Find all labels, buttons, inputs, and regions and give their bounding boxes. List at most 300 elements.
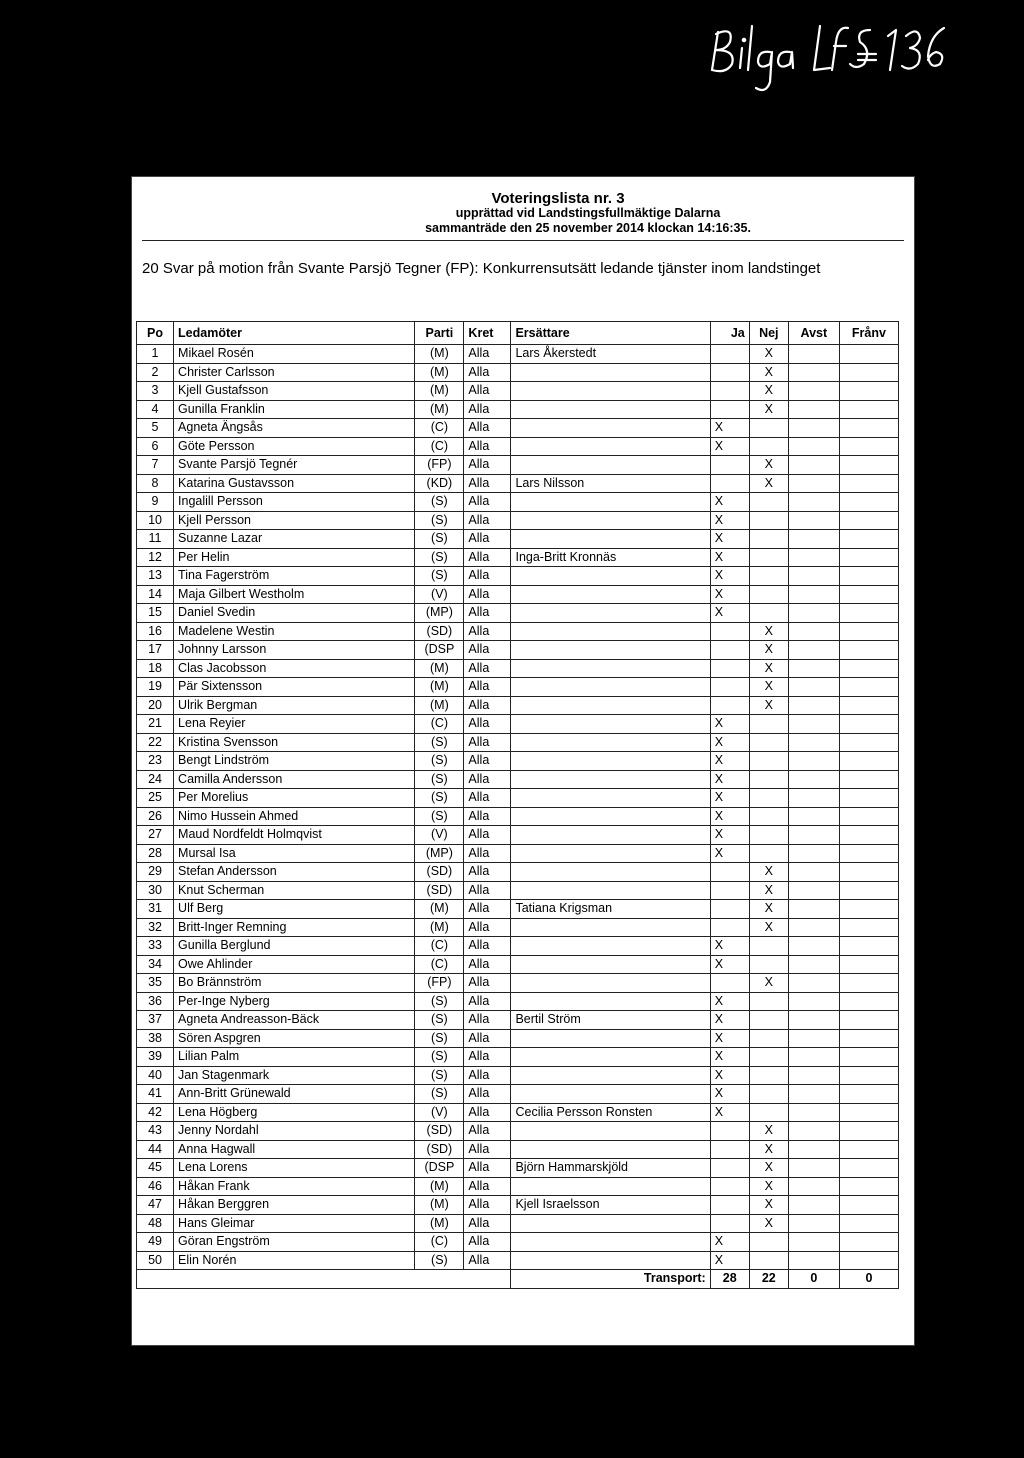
cell-parti: (M) bbox=[415, 345, 464, 364]
cell-nej bbox=[749, 493, 788, 512]
cell-parti: (S) bbox=[415, 1011, 464, 1030]
cell-kret: Alla bbox=[464, 345, 511, 364]
cell-po: 43 bbox=[137, 1122, 174, 1141]
cell-kret: Alla bbox=[464, 715, 511, 734]
cell-kret: Alla bbox=[464, 419, 511, 438]
cell-parti: (S) bbox=[415, 567, 464, 586]
cell-ersattare bbox=[511, 1048, 710, 1067]
cell-po: 17 bbox=[137, 641, 174, 660]
cell-ja bbox=[710, 974, 749, 993]
cell-ersattare: Tatiana Krigsman bbox=[511, 900, 710, 919]
table-row bbox=[137, 974, 899, 993]
cell-ja bbox=[710, 1196, 749, 1215]
cell-name: Håkan Frank bbox=[174, 1177, 415, 1196]
col-header-avst: Avst bbox=[788, 322, 839, 345]
cell-name: Göran Engström bbox=[174, 1233, 415, 1252]
cell-parti: (MP) bbox=[415, 604, 464, 623]
cell-name: Anna Hagwall bbox=[174, 1140, 415, 1159]
cell-franv bbox=[839, 1214, 898, 1233]
cell-ja: X bbox=[710, 530, 749, 549]
cell-po: 33 bbox=[137, 937, 174, 956]
cell-avst bbox=[788, 345, 839, 364]
cell-parti: (M) bbox=[415, 659, 464, 678]
table-row bbox=[137, 622, 899, 641]
cell-franv bbox=[839, 752, 898, 771]
cell-kret: Alla bbox=[464, 1159, 511, 1178]
cell-po: 21 bbox=[137, 715, 174, 734]
cell-po: 32 bbox=[137, 918, 174, 937]
cell-franv bbox=[839, 863, 898, 882]
cell-kret: Alla bbox=[464, 548, 511, 567]
cell-po: 41 bbox=[137, 1085, 174, 1104]
transport-label: Transport: bbox=[511, 1270, 710, 1289]
cell-ersattare bbox=[511, 382, 710, 401]
cell-kret: Alla bbox=[464, 881, 511, 900]
cell-ersattare bbox=[511, 844, 710, 863]
cell-name: Madelene Westin bbox=[174, 622, 415, 641]
cell-ja bbox=[710, 456, 749, 475]
cell-avst bbox=[788, 789, 839, 808]
cell-name: Maja Gilbert Westholm bbox=[174, 585, 415, 604]
cell-po: 3 bbox=[137, 382, 174, 401]
cell-ersattare bbox=[511, 567, 710, 586]
cell-po: 4 bbox=[137, 400, 174, 419]
cell-nej bbox=[749, 530, 788, 549]
table-row bbox=[137, 1048, 899, 1067]
cell-avst bbox=[788, 807, 839, 826]
document-header bbox=[132, 191, 914, 236]
table-row bbox=[137, 363, 899, 382]
cell-name: Kjell Persson bbox=[174, 511, 415, 530]
cell-parti: (M) bbox=[415, 1214, 464, 1233]
cell-nej bbox=[749, 1233, 788, 1252]
cell-parti: (M) bbox=[415, 696, 464, 715]
cell-name: Sören Aspgren bbox=[174, 1029, 415, 1048]
cell-ersattare bbox=[511, 807, 710, 826]
cell-ja bbox=[710, 1140, 749, 1159]
cell-po: 14 bbox=[137, 585, 174, 604]
table-row bbox=[137, 548, 899, 567]
cell-ersattare bbox=[511, 511, 710, 530]
cell-kret: Alla bbox=[464, 622, 511, 641]
cell-franv bbox=[839, 881, 898, 900]
table-row bbox=[137, 696, 899, 715]
cell-parti: (S) bbox=[415, 1085, 464, 1104]
table-row bbox=[137, 715, 899, 734]
cell-ersattare bbox=[511, 585, 710, 604]
cell-name: Bo Brännström bbox=[174, 974, 415, 993]
cell-kret: Alla bbox=[464, 493, 511, 512]
cell-avst bbox=[788, 641, 839, 660]
transport-franv: 0 bbox=[839, 1270, 898, 1289]
cell-franv bbox=[839, 400, 898, 419]
handwritten-annotation bbox=[700, 12, 950, 102]
cell-ersattare: Lars Åkerstedt bbox=[511, 345, 710, 364]
cell-franv bbox=[839, 548, 898, 567]
cell-franv bbox=[839, 511, 898, 530]
cell-franv bbox=[839, 770, 898, 789]
cell-avst bbox=[788, 419, 839, 438]
table-row bbox=[137, 807, 899, 826]
cell-avst bbox=[788, 1085, 839, 1104]
cell-avst bbox=[788, 1066, 839, 1085]
cell-franv bbox=[839, 789, 898, 808]
cell-ja: X bbox=[710, 789, 749, 808]
cell-name: Svante Parsjö Tegnér bbox=[174, 456, 415, 475]
cell-nej: X bbox=[749, 974, 788, 993]
cell-ersattare bbox=[511, 604, 710, 623]
cell-avst bbox=[788, 437, 839, 456]
cell-kret: Alla bbox=[464, 992, 511, 1011]
cell-name: Pär Sixtensson bbox=[174, 678, 415, 697]
cell-parti: (S) bbox=[415, 807, 464, 826]
cell-parti: (S) bbox=[415, 1066, 464, 1085]
cell-franv bbox=[839, 1196, 898, 1215]
cell-ersattare bbox=[511, 974, 710, 993]
cell-nej: X bbox=[749, 863, 788, 882]
cell-po: 30 bbox=[137, 881, 174, 900]
cell-kret: Alla bbox=[464, 1029, 511, 1048]
table-row bbox=[137, 641, 899, 660]
cell-franv bbox=[839, 1233, 898, 1252]
cell-ja: X bbox=[710, 419, 749, 438]
cell-franv bbox=[839, 807, 898, 826]
cell-franv bbox=[839, 955, 898, 974]
cell-franv bbox=[839, 437, 898, 456]
cell-po: 47 bbox=[137, 1196, 174, 1215]
cell-parti: (FP) bbox=[415, 974, 464, 993]
table-row bbox=[137, 733, 899, 752]
cell-parti: (SD) bbox=[415, 622, 464, 641]
cell-po: 44 bbox=[137, 1140, 174, 1159]
cell-franv bbox=[839, 844, 898, 863]
cell-nej bbox=[749, 937, 788, 956]
table-row bbox=[137, 567, 899, 586]
cell-name: Kristina Svensson bbox=[174, 733, 415, 752]
cell-parti: (S) bbox=[415, 530, 464, 549]
table-row bbox=[137, 918, 899, 937]
cell-avst bbox=[788, 844, 839, 863]
cell-po: 6 bbox=[137, 437, 174, 456]
cell-avst bbox=[788, 770, 839, 789]
cell-kret: Alla bbox=[464, 530, 511, 549]
cell-ersattare bbox=[511, 1214, 710, 1233]
cell-ja bbox=[710, 678, 749, 697]
cell-name: Lena Reyier bbox=[174, 715, 415, 734]
cell-ja bbox=[710, 1122, 749, 1141]
cell-avst bbox=[788, 937, 839, 956]
cell-po: 28 bbox=[137, 844, 174, 863]
cell-parti: (V) bbox=[415, 1103, 464, 1122]
table-row bbox=[137, 1214, 899, 1233]
cell-ersattare bbox=[511, 789, 710, 808]
cell-kret: Alla bbox=[464, 567, 511, 586]
cell-nej bbox=[749, 1011, 788, 1030]
cell-name: Britt-Inger Remning bbox=[174, 918, 415, 937]
cell-nej bbox=[749, 752, 788, 771]
cell-ersattare bbox=[511, 437, 710, 456]
table-row bbox=[137, 992, 899, 1011]
transport-spacer bbox=[137, 1270, 511, 1289]
cell-ja bbox=[710, 1177, 749, 1196]
cell-nej: X bbox=[749, 1214, 788, 1233]
cell-nej bbox=[749, 715, 788, 734]
cell-franv bbox=[839, 974, 898, 993]
cell-kret: Alla bbox=[464, 1085, 511, 1104]
cell-avst bbox=[788, 1177, 839, 1196]
cell-nej: X bbox=[749, 1159, 788, 1178]
cell-ja bbox=[710, 918, 749, 937]
cell-po: 49 bbox=[137, 1233, 174, 1252]
cell-po: 19 bbox=[137, 678, 174, 697]
cell-ersattare bbox=[511, 1122, 710, 1141]
col-header-franv: Frånv bbox=[839, 322, 898, 345]
cell-po: 10 bbox=[137, 511, 174, 530]
cell-parti: (S) bbox=[415, 733, 464, 752]
cell-ja: X bbox=[710, 770, 749, 789]
cell-po: 22 bbox=[137, 733, 174, 752]
cell-parti: (S) bbox=[415, 1048, 464, 1067]
page-number: Sida 1 av 2 bbox=[903, 1430, 976, 1446]
table-row bbox=[137, 345, 899, 364]
cell-franv bbox=[839, 1140, 898, 1159]
cell-kret: Alla bbox=[464, 1011, 511, 1030]
cell-avst bbox=[788, 1029, 839, 1048]
cell-parti: (MP) bbox=[415, 844, 464, 863]
cell-parti: (S) bbox=[415, 511, 464, 530]
cell-avst bbox=[788, 1251, 839, 1270]
cell-po: 45 bbox=[137, 1159, 174, 1178]
cell-ersattare bbox=[511, 826, 710, 845]
cell-parti: (M) bbox=[415, 363, 464, 382]
cell-ersattare bbox=[511, 1140, 710, 1159]
cell-ja bbox=[710, 345, 749, 364]
cell-nej bbox=[749, 419, 788, 438]
cell-po: 7 bbox=[137, 456, 174, 475]
table-row bbox=[137, 493, 899, 512]
col-header-kret: Kret bbox=[464, 322, 511, 345]
cell-nej: X bbox=[749, 881, 788, 900]
cell-ersattare bbox=[511, 937, 710, 956]
cell-po: 8 bbox=[137, 474, 174, 493]
table-row bbox=[137, 1085, 899, 1104]
cell-ja: X bbox=[710, 955, 749, 974]
table-row bbox=[137, 456, 899, 475]
cell-parti: (S) bbox=[415, 1029, 464, 1048]
cell-parti: (M) bbox=[415, 678, 464, 697]
table-row bbox=[137, 955, 899, 974]
cell-po: 13 bbox=[137, 567, 174, 586]
cell-ja: X bbox=[710, 511, 749, 530]
cell-nej bbox=[749, 789, 788, 808]
table-row bbox=[137, 382, 899, 401]
cell-franv bbox=[839, 585, 898, 604]
cell-kret: Alla bbox=[464, 382, 511, 401]
cell-parti: (S) bbox=[415, 1251, 464, 1270]
cell-kret: Alla bbox=[464, 733, 511, 752]
cell-franv bbox=[839, 992, 898, 1011]
cell-parti: (SD) bbox=[415, 1140, 464, 1159]
table-row bbox=[137, 678, 899, 697]
cell-nej bbox=[749, 567, 788, 586]
cell-po: 20 bbox=[137, 696, 174, 715]
cell-avst bbox=[788, 863, 839, 882]
cell-franv bbox=[839, 918, 898, 937]
cell-avst bbox=[788, 604, 839, 623]
cell-kret: Alla bbox=[464, 900, 511, 919]
cell-ersattare bbox=[511, 622, 710, 641]
cell-parti: (M) bbox=[415, 1196, 464, 1215]
cell-po: 25 bbox=[137, 789, 174, 808]
cell-ja: X bbox=[710, 752, 749, 771]
cell-po: 46 bbox=[137, 1177, 174, 1196]
cell-name: Håkan Berggren bbox=[174, 1196, 415, 1215]
table-row bbox=[137, 1196, 899, 1215]
cell-franv bbox=[839, 1048, 898, 1067]
cell-ja: X bbox=[710, 1048, 749, 1067]
cell-po: 31 bbox=[137, 900, 174, 919]
cell-ersattare bbox=[511, 863, 710, 882]
cell-ja: X bbox=[710, 1103, 749, 1122]
transport-avst: 0 bbox=[788, 1270, 839, 1289]
cell-franv bbox=[839, 696, 898, 715]
table-row bbox=[137, 1140, 899, 1159]
cell-parti: (V) bbox=[415, 585, 464, 604]
cell-ja: X bbox=[710, 733, 749, 752]
cell-name: Lena Högberg bbox=[174, 1103, 415, 1122]
cell-po: 24 bbox=[137, 770, 174, 789]
cell-kret: Alla bbox=[464, 585, 511, 604]
cell-kret: Alla bbox=[464, 659, 511, 678]
cell-franv bbox=[839, 1011, 898, 1030]
cell-avst bbox=[788, 1048, 839, 1067]
cell-kret: Alla bbox=[464, 1048, 511, 1067]
cell-nej bbox=[749, 1048, 788, 1067]
cell-name: Ann-Britt Grünewald bbox=[174, 1085, 415, 1104]
cell-ja bbox=[710, 622, 749, 641]
table-row bbox=[137, 585, 899, 604]
table-row bbox=[137, 419, 899, 438]
cell-po: 23 bbox=[137, 752, 174, 771]
cell-franv bbox=[839, 1159, 898, 1178]
cell-po: 15 bbox=[137, 604, 174, 623]
cell-kret: Alla bbox=[464, 1251, 511, 1270]
cell-ersattare bbox=[511, 1029, 710, 1048]
cell-ersattare bbox=[511, 715, 710, 734]
cell-avst bbox=[788, 715, 839, 734]
cell-nej: X bbox=[749, 345, 788, 364]
cell-nej: X bbox=[749, 659, 788, 678]
cell-po: 11 bbox=[137, 530, 174, 549]
cell-franv bbox=[839, 1177, 898, 1196]
cell-franv bbox=[839, 530, 898, 549]
cell-ja: X bbox=[710, 992, 749, 1011]
cell-po: 50 bbox=[137, 1251, 174, 1270]
cell-name: Agneta Ängsås bbox=[174, 419, 415, 438]
cell-name: Per-Inge Nyberg bbox=[174, 992, 415, 1011]
cell-nej: X bbox=[749, 696, 788, 715]
table-header-row bbox=[137, 322, 899, 345]
table-row bbox=[137, 1122, 899, 1141]
cell-ersattare bbox=[511, 1251, 710, 1270]
cell-ersattare bbox=[511, 733, 710, 752]
document-page bbox=[131, 176, 915, 1346]
cell-ersattare bbox=[511, 659, 710, 678]
cell-ersattare bbox=[511, 493, 710, 512]
cell-nej: X bbox=[749, 641, 788, 660]
cell-nej: X bbox=[749, 622, 788, 641]
cell-nej: X bbox=[749, 382, 788, 401]
cell-name: Mikael Rosén bbox=[174, 345, 415, 364]
vote-table bbox=[136, 321, 899, 1289]
cell-kret: Alla bbox=[464, 456, 511, 475]
cell-avst bbox=[788, 733, 839, 752]
cell-name: Gunilla Berglund bbox=[174, 937, 415, 956]
cell-ja: X bbox=[710, 1011, 749, 1030]
table-row bbox=[137, 789, 899, 808]
cell-ersattare bbox=[511, 678, 710, 697]
cell-name: Tina Fagerström bbox=[174, 567, 415, 586]
cell-name: Mursal Isa bbox=[174, 844, 415, 863]
cell-avst bbox=[788, 456, 839, 475]
cell-avst bbox=[788, 1196, 839, 1215]
table-row bbox=[137, 1011, 899, 1030]
cell-po: 18 bbox=[137, 659, 174, 678]
cell-franv bbox=[839, 715, 898, 734]
cell-nej: X bbox=[749, 474, 788, 493]
cell-name: Clas Jacobsson bbox=[174, 659, 415, 678]
cell-avst bbox=[788, 400, 839, 419]
cell-nej bbox=[749, 733, 788, 752]
cell-name: Lilian Palm bbox=[174, 1048, 415, 1067]
cell-ersattare bbox=[511, 770, 710, 789]
cell-nej: X bbox=[749, 900, 788, 919]
cell-parti: (M) bbox=[415, 382, 464, 401]
cell-kret: Alla bbox=[464, 937, 511, 956]
cell-parti: (SD) bbox=[415, 863, 464, 882]
cell-po: 39 bbox=[137, 1048, 174, 1067]
cell-po: 40 bbox=[137, 1066, 174, 1085]
cell-kret: Alla bbox=[464, 807, 511, 826]
cell-name: Christer Carlsson bbox=[174, 363, 415, 382]
transport-row bbox=[137, 1270, 899, 1289]
cell-franv bbox=[839, 567, 898, 586]
cell-po: 12 bbox=[137, 548, 174, 567]
cell-name: Maud Nordfeldt Holmqvist bbox=[174, 826, 415, 845]
cell-po: 37 bbox=[137, 1011, 174, 1030]
table-row bbox=[137, 400, 899, 419]
cell-franv bbox=[839, 345, 898, 364]
cell-franv bbox=[839, 641, 898, 660]
cell-kret: Alla bbox=[464, 863, 511, 882]
cell-ja: X bbox=[710, 437, 749, 456]
cell-parti: (M) bbox=[415, 918, 464, 937]
cell-franv bbox=[839, 678, 898, 697]
cell-parti: (C) bbox=[415, 715, 464, 734]
cell-ja: X bbox=[710, 826, 749, 845]
cell-parti: (KD) bbox=[415, 474, 464, 493]
cell-nej bbox=[749, 992, 788, 1011]
cell-name: Per Morelius bbox=[174, 789, 415, 808]
cell-name: Per Helin bbox=[174, 548, 415, 567]
cell-ja: X bbox=[710, 567, 749, 586]
cell-kret: Alla bbox=[464, 1214, 511, 1233]
cell-ja bbox=[710, 900, 749, 919]
cell-ja bbox=[710, 382, 749, 401]
cell-franv bbox=[839, 900, 898, 919]
cell-ja: X bbox=[710, 1251, 749, 1270]
cell-franv bbox=[839, 1029, 898, 1048]
